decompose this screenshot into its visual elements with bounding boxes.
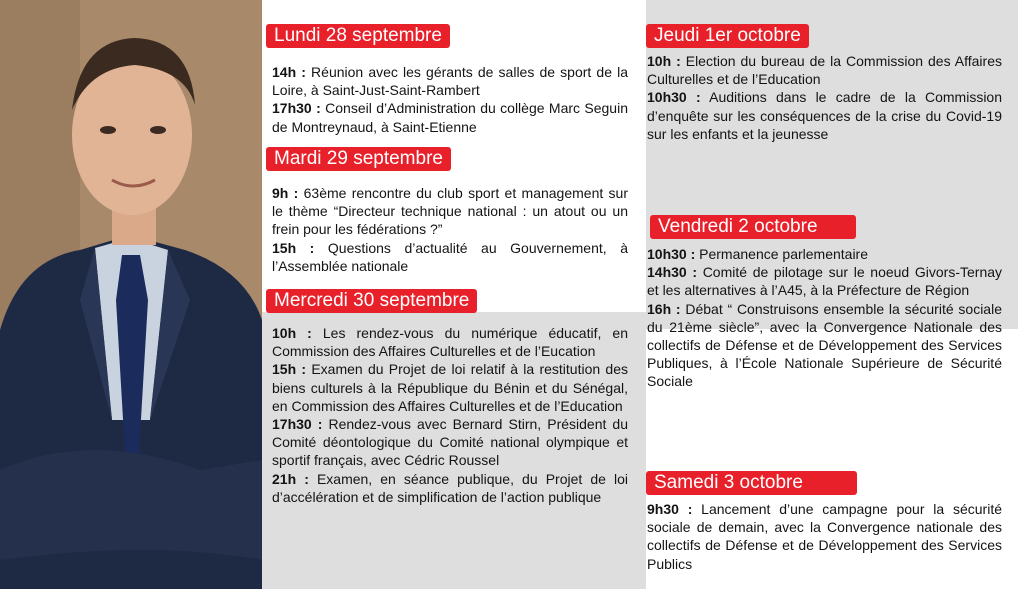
portrait-photo: [0, 0, 262, 589]
friday-schedule: [647, 245, 1002, 391]
day-heading-tuesday: Mardi 29 septembre: [266, 147, 451, 171]
schedule-item: 17h30 : Conseil d’Administration du collège Marc Seguin de Montreynaud, à Saint-Etienne: [272, 100, 628, 135]
day-heading-friday: Vendredi 2 octobre: [650, 215, 856, 239]
schedule-item: 15h : Questions d’actualité au Gouvernement, à l’Assemblée nationale: [272, 239, 628, 274]
schedule-item: 10h30 : Auditions dans le cadre de la Commission d’enquête sur les conséquences de la crise du Covid-19 sur les enfants et la jeunesse: [647, 89, 1003, 142]
wednesday-schedule: [272, 324, 628, 506]
schedule-item: 17h30 : Rendez-vous avec Bernard Stirn, Président du Comité déontologique du Comité national olympique et sportif français, avec Cédric Roussel: [272, 416, 628, 469]
monday-schedule: [272, 63, 628, 136]
day-heading-wednesday: Mercredi 30 septembre: [266, 289, 477, 313]
tuesday-schedule: [272, 184, 628, 275]
schedule-item: 9h : 63ème rencontre du club sport et management sur le thème “Directeur technique national : un atout ou un frein pour les fédérations ?”: [272, 185, 629, 238]
schedule-item: 21h : Examen, en séance publique, du Projet de loi d’accélération et de simplification de l’action publique: [272, 470, 628, 505]
schedule-item: 14h30 : Comité de pilotage sur le noeud Givors-Ternay et les alternatives à l’A45, à la Préfecture de Région: [647, 264, 1003, 299]
schedule-item: 10h : Election du bureau de la Commission des Affaires Culturelles et de l’Education: [647, 53, 1002, 88]
schedule-item: 10h30 : Permanence parlementaire: [647, 246, 869, 262]
schedule-item: 15h : Examen du Projet de loi relatif à la restitution des biens culturels à la République du Bénin et du Sénégal, en Commission des Affaires Culturelles et de l’Education: [272, 361, 628, 414]
schedule-item: 9h30 : Lancement d’une campagne pour la sécurité sociale de demain, avec la Convergence nationale des collectifs de Défense et de Développement des Services Publics: [647, 501, 1002, 572]
portrait-illustration: [0, 0, 262, 589]
schedule-item: 16h : Débat “ Construisons ensemble la sécurité sociale du 21ème siècle”, avec la Convergence Nationale des collectifs de Défense et de Développement des Services Publiques, à l’École Nationale Supérieure de Sécurité Sociale: [647, 300, 1002, 390]
saturday-schedule: [647, 500, 1002, 573]
schedule-item: 14h : Réunion avec les gérants de salles de sport de la Loire, à Saint-Just-Saint-Rambert: [272, 64, 628, 99]
day-heading-saturday: Samedi 3 octobre: [646, 471, 857, 495]
day-heading-monday: Lundi 28 septembre: [266, 24, 450, 48]
schedule-item: 10h : Les rendez-vous du numérique éducatif, en Commission des Affaires Culturelles et de l’Eucation: [272, 325, 628, 360]
day-heading-thursday: Jeudi 1er octobre: [646, 24, 809, 48]
thursday-schedule: [647, 52, 1002, 143]
